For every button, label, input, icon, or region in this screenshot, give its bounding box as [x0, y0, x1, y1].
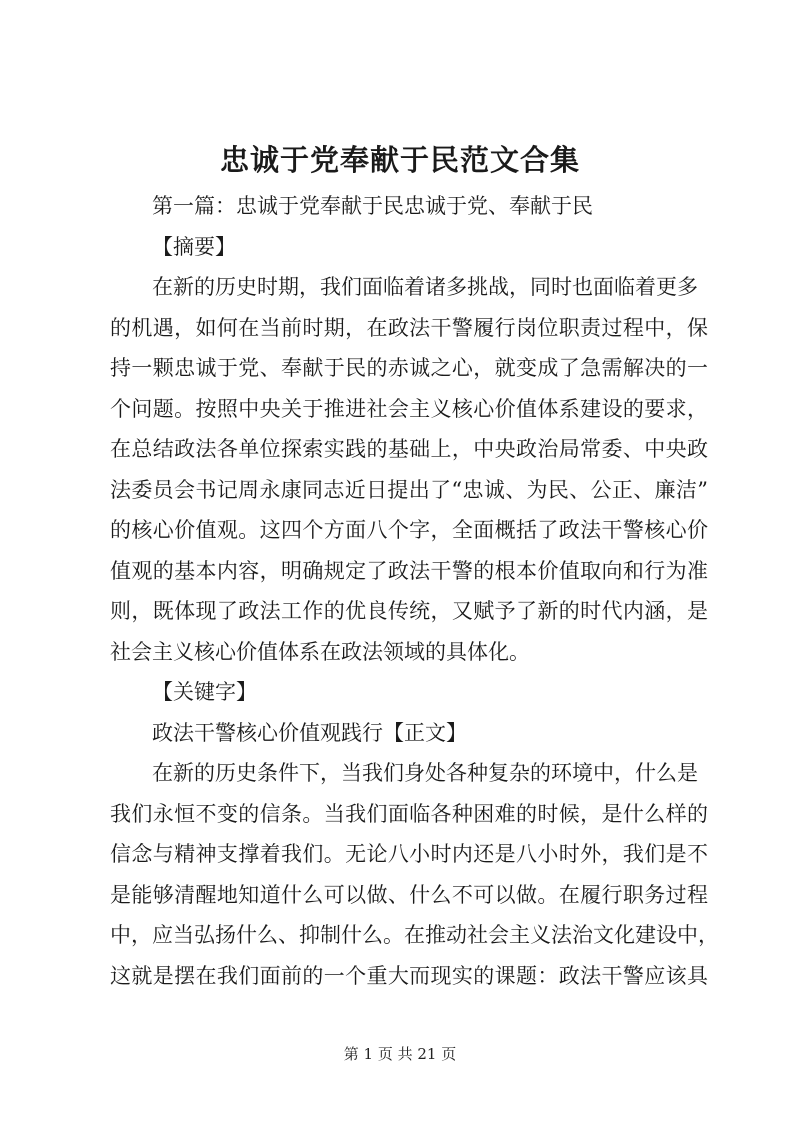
abstract-paragraph	[110, 267, 708, 672]
keywords-line: 政法干警核心价值观践行【正文】	[152, 720, 467, 745]
body-line: 信念与精神支撑着我们。无论八小时内还是八小时外，我们是不	[110, 842, 708, 866]
document-title: 忠诚于党奉献于民范文合集	[219, 143, 580, 177]
body-line: 是能够清醒地知道什么可以做、什么不可以做。在履行职务过程	[110, 882, 708, 907]
page-number-footer: 第 1 页 共 21 页	[343, 1045, 457, 1063]
body-paragraph	[110, 753, 719, 996]
section-heading: 第一篇：忠诚于党奉献于民忠诚于党、奉献于民	[152, 194, 593, 218]
abstract-line: 则，既体现了政法工作的优良传统，又赋予了新的时代内涵，是	[110, 599, 708, 623]
abstract-line: 持一颗忠诚于党、奉献于民的赤诚之心，就变成了急需解决的一	[110, 356, 708, 380]
abstract-line: 法委员会书记周永康同志近日提出了“忠诚、为民、公正、廉洁”	[110, 477, 708, 502]
body-line: 在新的历史条件下，当我们身处各种复杂的环境中，什么是	[152, 761, 698, 785]
body-line: 我们永恒不变的信条。当我们面临各种困难的时候，是什么样的	[110, 801, 708, 826]
abstract-line: 个问题。按照中央关于推进社会主义核心价值体系建设的要求，	[110, 396, 708, 421]
document-body	[110, 186, 719, 996]
keywords-label: 【关键字】	[152, 680, 257, 704]
abstract-line: 社会主义核心价值体系在政法领域的具体化。	[110, 639, 530, 664]
body-line: 这就是摆在我们面前的一个重大而现实的课题：政法干警应该具	[110, 963, 708, 988]
body-line: 中，应当弘扬什么、抑制什么。在推动社会主义法治文化建设中，	[110, 923, 719, 947]
abstract-line: 在总结政法各单位探索实践的基础上，中央政治局常委、中央政	[110, 437, 708, 461]
abstract-line: 值观的基本内容，明确规定了政法干警的根本价值取向和行为准	[110, 558, 708, 583]
abstract-line: 在新的历史时期，我们面临着诸多挑战，同时也面临着更多	[152, 275, 698, 299]
abstract-label: 【摘要】	[152, 234, 236, 259]
abstract-line: 的机遇，如何在当前时期，在政法干警履行岗位职责过程中，保	[110, 315, 708, 340]
abstract-line: 的核心价值观。这四个方面八个字，全面概括了政法干警核心价	[110, 518, 708, 542]
